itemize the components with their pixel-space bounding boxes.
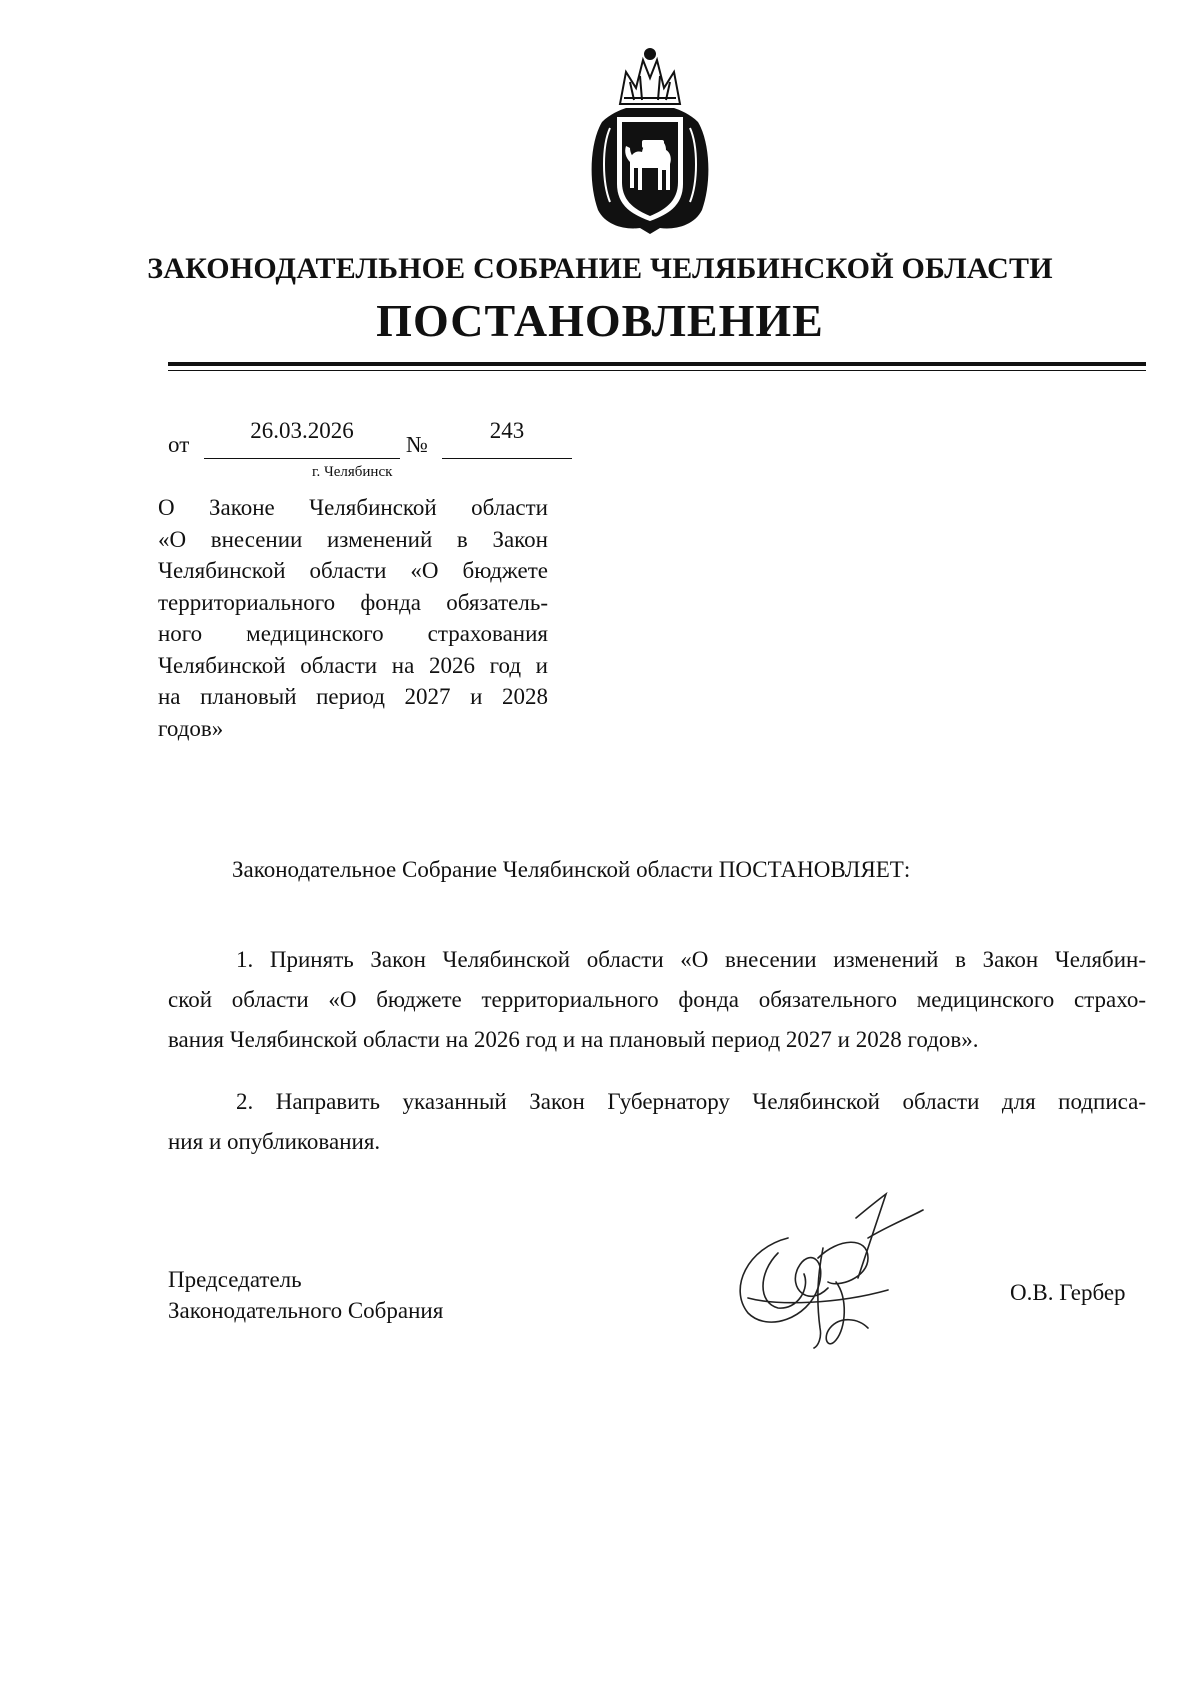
coat-of-arms-icon — [580, 42, 720, 238]
resolution-intro: Законодательное Собрание Челябинской области ПОСТАНОВЛЯЕТ: — [232, 857, 911, 882]
document-type-title: ПОСТАНОВЛЕНИЕ — [376, 295, 824, 346]
subject-line: «О внесении изменений в Закон — [158, 526, 548, 552]
document-subject — [158, 492, 548, 744]
paragraph-line: ния и опубликования. — [168, 1129, 381, 1154]
paragraph-line: ской области «О бюджете территориального фонда обязательного медицинского страхо- — [168, 987, 1146, 1012]
paragraph-line: вания Челябинской области на 2026 год и на плановый период 2027 и 2028 годов». — [168, 1027, 979, 1052]
header-rule-thick — [168, 362, 1146, 366]
organization-title: ЗАКОНОДАТЕЛЬНОЕ СОБРАНИЕ ЧЕЛЯБИНСКОЙ ОБЛАСТИ — [147, 252, 1053, 285]
signatory-name: О.В. Гербер — [1010, 1280, 1126, 1305]
header-rule-thin — [168, 370, 1146, 371]
date-label: от — [168, 432, 190, 457]
resolution-paragraph-2 — [168, 1082, 1146, 1162]
subject-line: территориального фонда обязатель- — [158, 589, 548, 615]
subject-line: Челябинской области на 2026 год и — [158, 652, 548, 678]
subject-line: на плановый период 2027 и 2028 — [158, 684, 548, 709]
signatory-title — [168, 1264, 443, 1326]
handwritten-signature-icon — [718, 1178, 938, 1358]
subject-line: О Законе Челябинской области — [158, 495, 548, 520]
subject-line: ного медицинского страхования — [158, 621, 548, 646]
subject-line: годов» — [158, 715, 224, 741]
paragraph-line: 1. Принять Закон Челябинской области «О внесении изменений в Закон Челябин- — [236, 947, 1146, 972]
signatory-title-line: Председатель — [168, 1267, 302, 1292]
number-underline — [442, 458, 572, 459]
document-date: 26.03.2026 — [250, 418, 354, 443]
date-underline — [204, 458, 400, 459]
city-label: г. Челябинск — [312, 464, 393, 480]
resolution-paragraph-1 — [168, 940, 1146, 1060]
number-label: № — [406, 432, 428, 457]
subject-line: Челябинской области «О бюджете — [158, 558, 548, 583]
document-number: 243 — [489, 418, 525, 443]
signatory-title-line: Законодательного Собрания — [168, 1298, 444, 1323]
paragraph-line: 2. Направить указанный Закон Губернатору Челябинской области для подписа- — [236, 1089, 1146, 1114]
